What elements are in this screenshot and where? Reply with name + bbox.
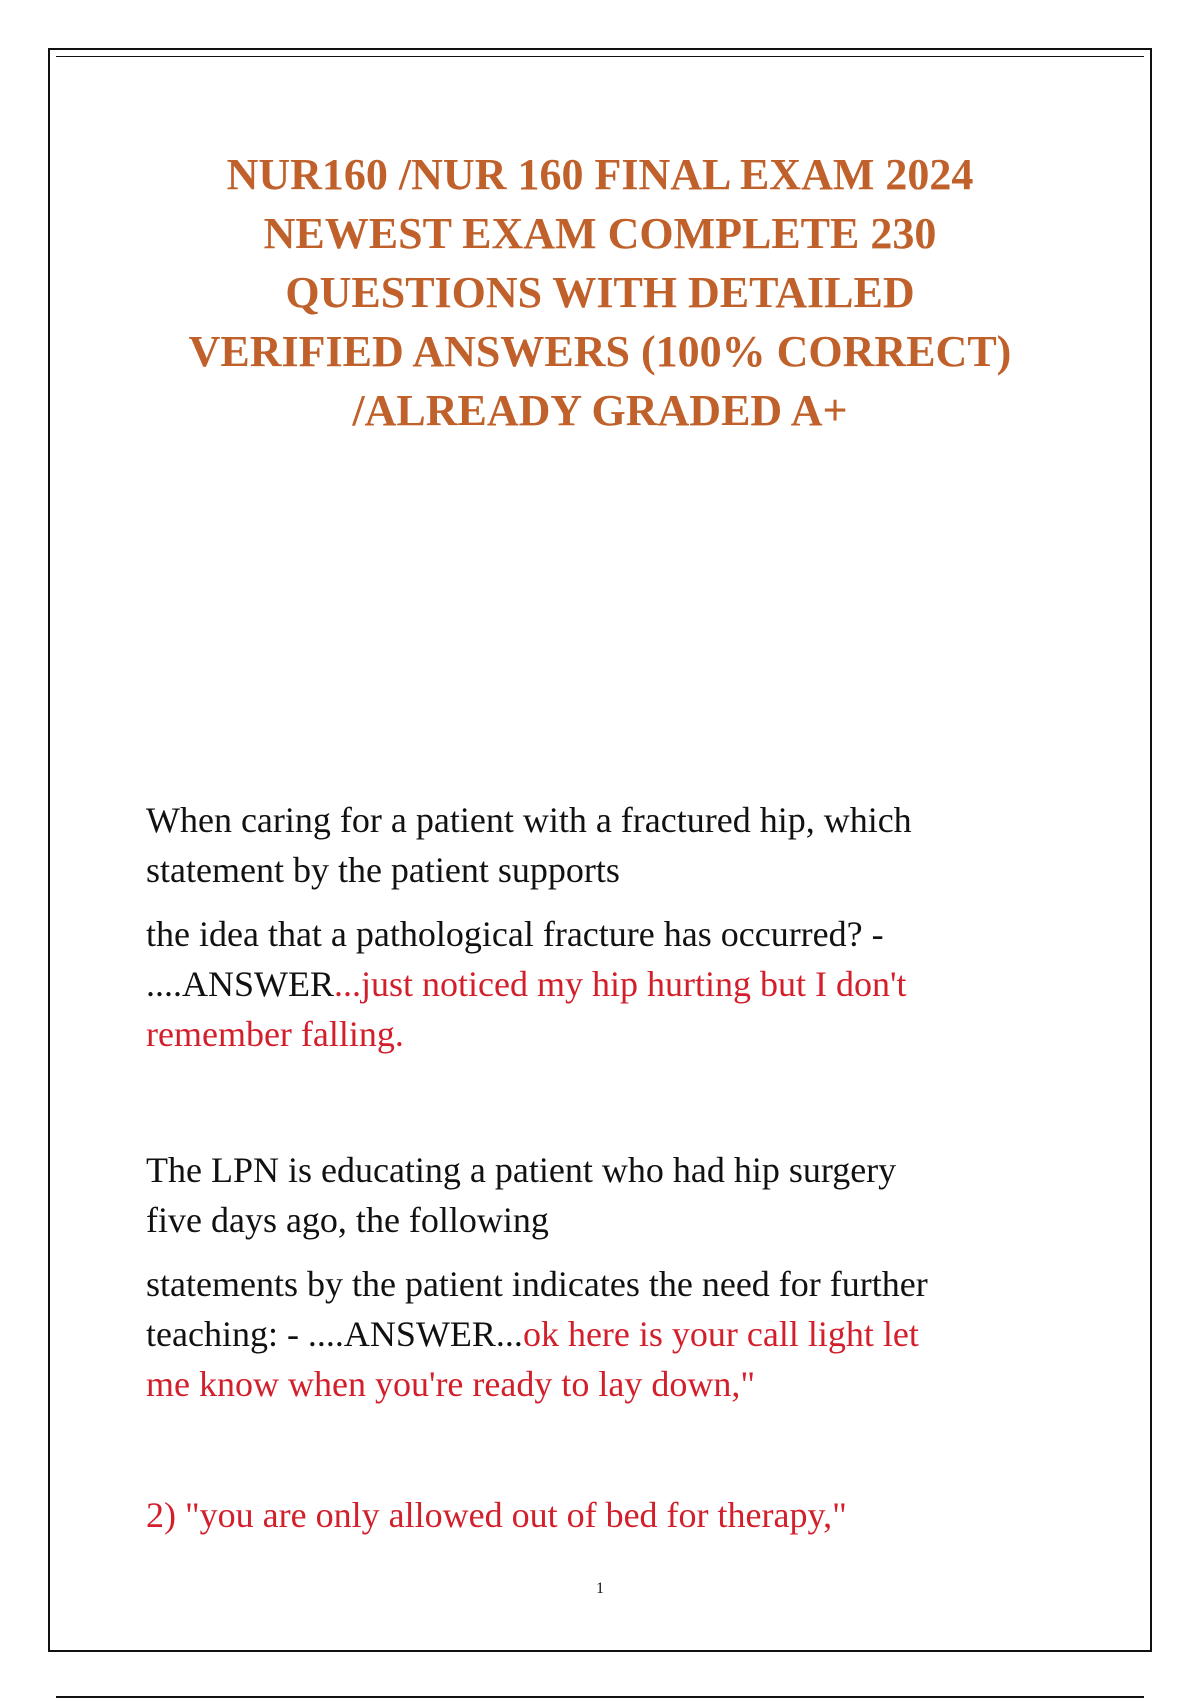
- question-2-text-line: The LPN is educating a patient who had hip surgery: [146, 1150, 897, 1190]
- title-line: NUR160 /NUR 160 FINAL EXAM 2024: [226, 150, 974, 199]
- question-2-text-line: five days ago, the following: [146, 1200, 549, 1240]
- question-2-option-text: 2) "you are only allowed out of bed for therapy,": [146, 1495, 847, 1535]
- document-title: [100, 145, 1100, 440]
- question-2-option: [146, 1490, 1076, 1540]
- title-line: VERIFIED ANSWERS (100% CORRECT): [188, 327, 1012, 376]
- answer-prefix: teaching: - ....ANSWER...: [146, 1314, 523, 1354]
- question-1-text-line: the idea that a pathological fracture has occurred? -: [146, 914, 884, 954]
- question-1-answer-text: ...just noticed my hip hurting but I don't: [334, 964, 907, 1004]
- question-2-text-line: statements by the patient indicates the need for further: [146, 1264, 928, 1304]
- answer-prefix: ....ANSWER: [146, 964, 334, 1004]
- page-number: 1: [596, 1580, 604, 1597]
- question-1-text-line: When caring for a patient with a fractured hip, which: [146, 800, 912, 840]
- title-line: NEWEST EXAM COMPLETE 230: [263, 209, 937, 258]
- next-page-top-rule: [56, 1696, 1144, 1698]
- question-2-answer-text: me know when you're ready to lay down,": [146, 1364, 756, 1404]
- question-2-lead: [146, 1145, 1076, 1245]
- title-line: QUESTIONS WITH DETAILED: [285, 268, 915, 317]
- question-1-answer-text: remember falling.: [146, 1014, 404, 1054]
- question-1-lead: [146, 795, 1076, 895]
- question-1-text-line: statement by the patient supports: [146, 850, 620, 890]
- question-1-answer-line: [146, 959, 1076, 1009]
- title-line: /ALREADY GRADED A+: [352, 386, 848, 435]
- question-1-answer-block: [146, 909, 1076, 1059]
- question-2-answer-line: [146, 1309, 1076, 1359]
- question-2-answer-block: [146, 1259, 1076, 1409]
- question-2-answer-text: ok here is your call light let: [522, 1314, 919, 1354]
